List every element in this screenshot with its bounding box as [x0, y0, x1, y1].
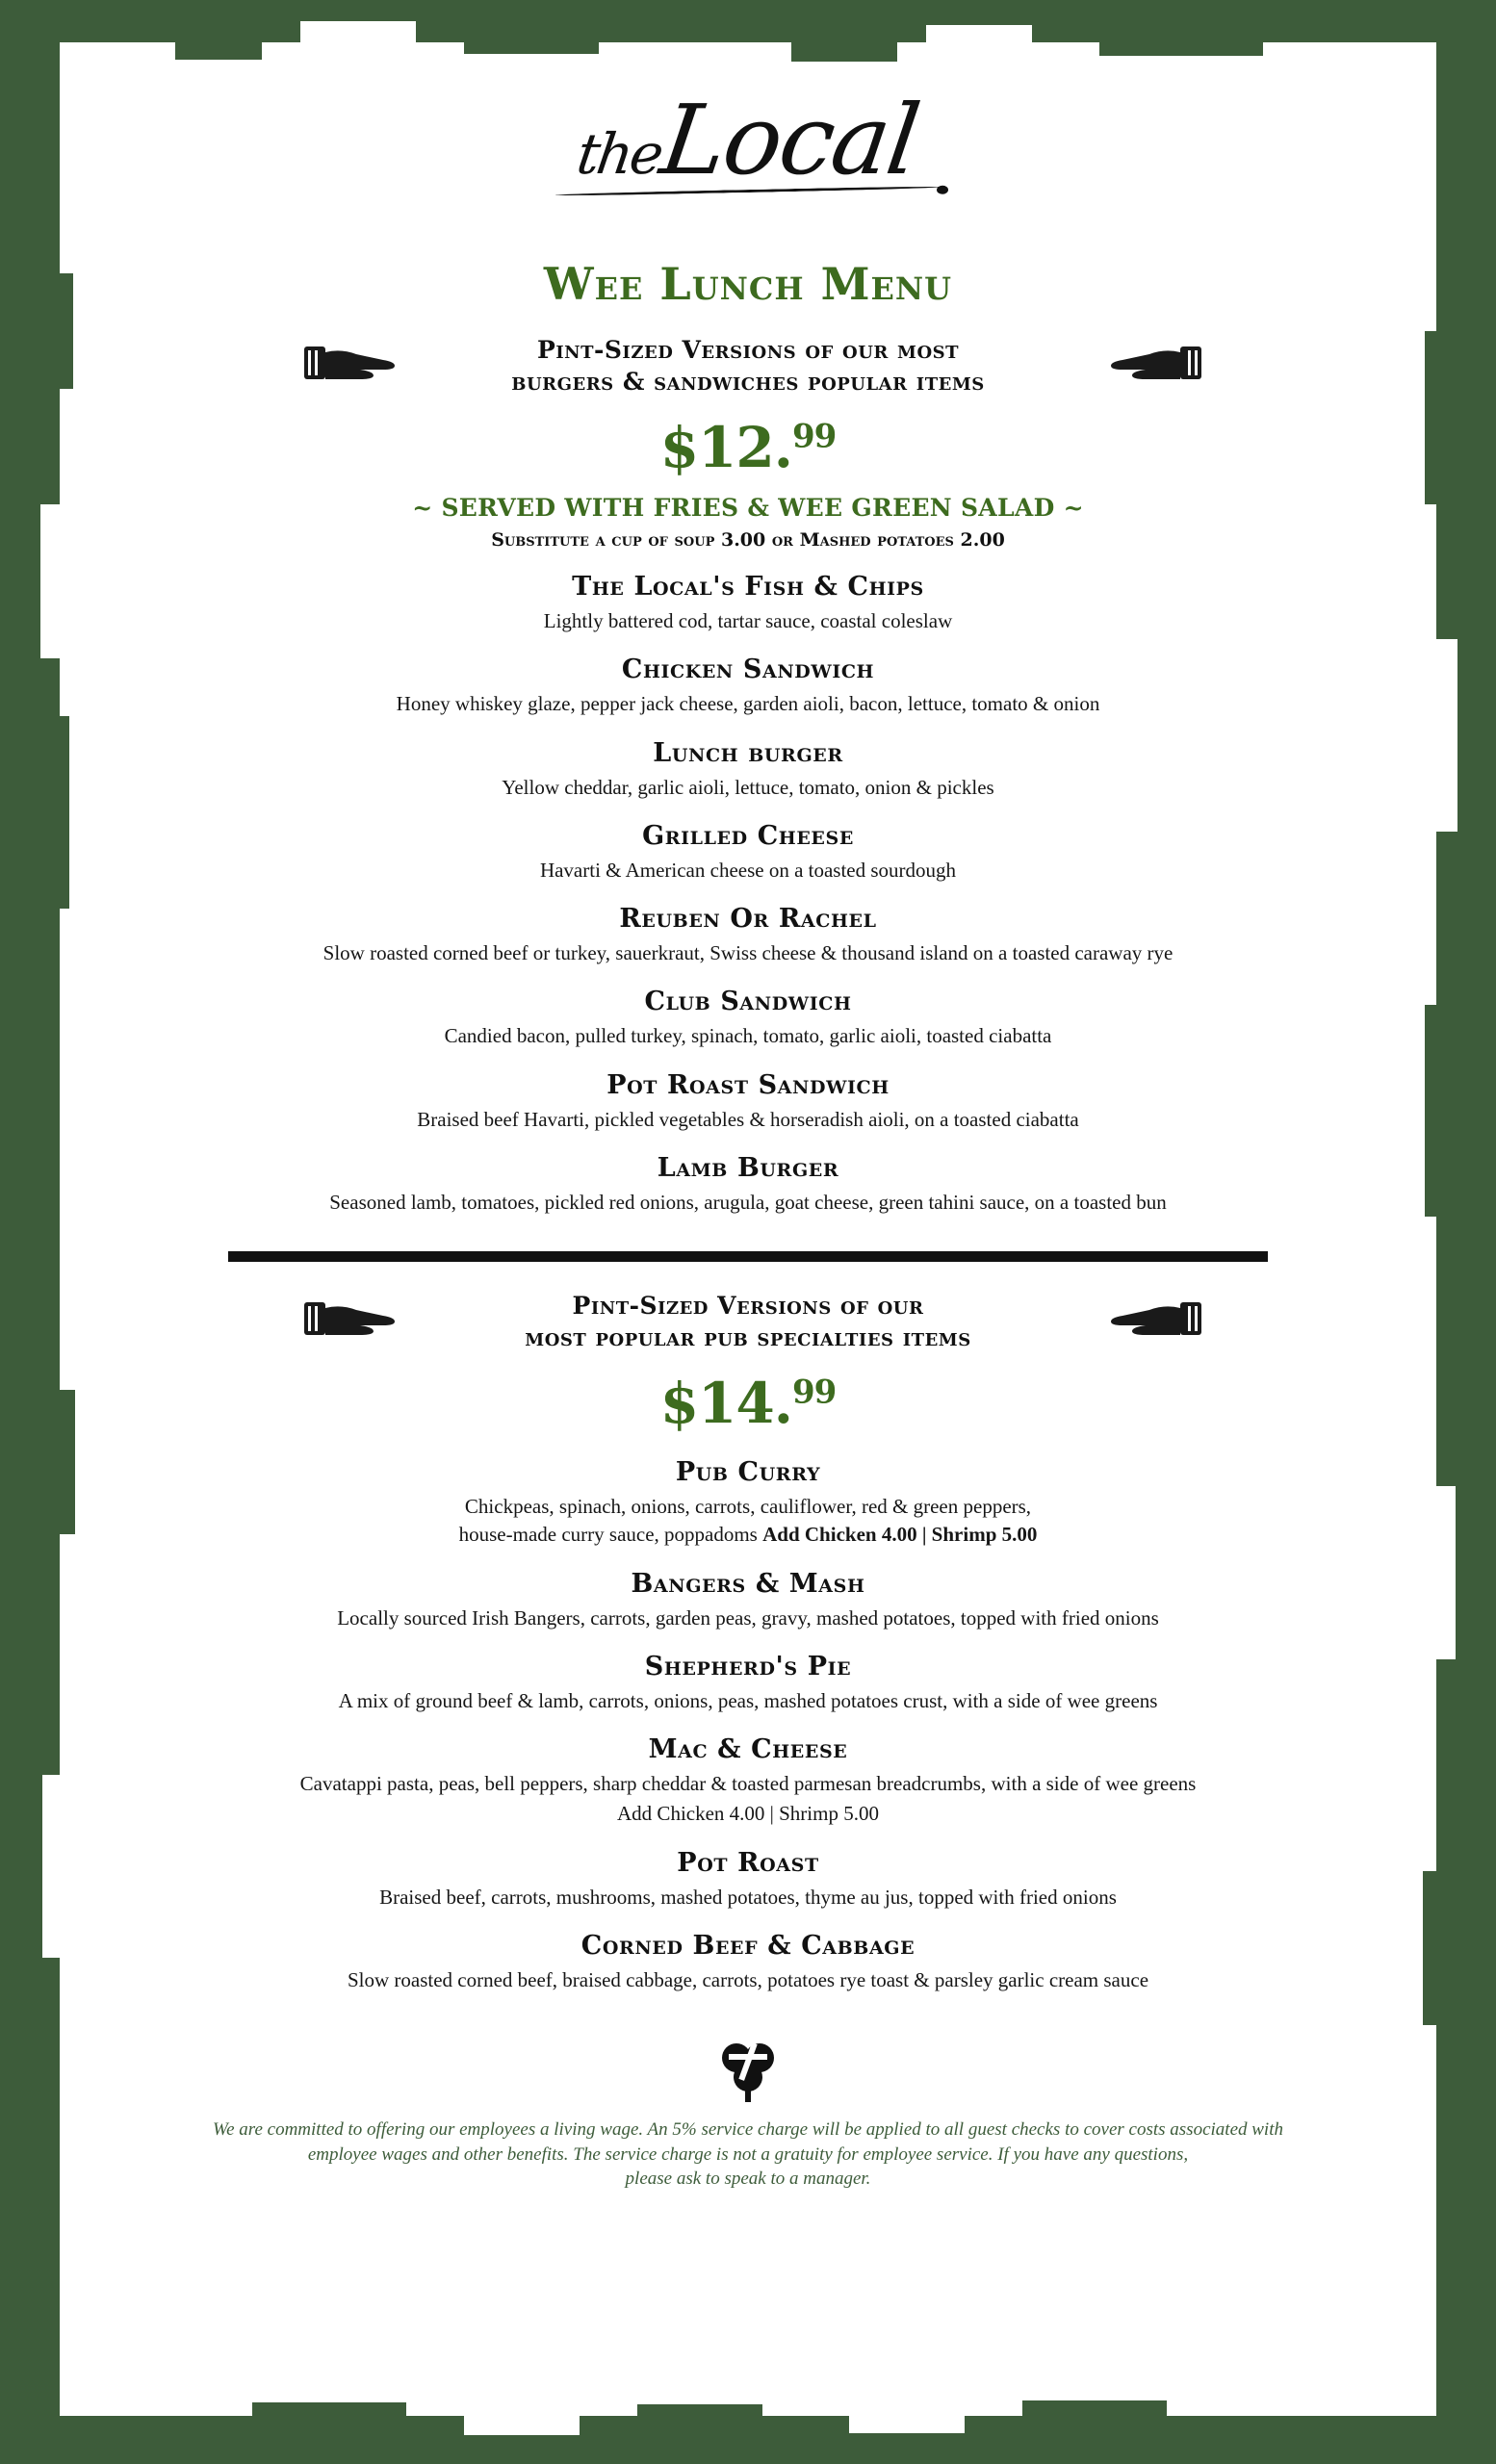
- menu-item-addon: Add Chicken 4.00 | Shrimp 5.00: [762, 1523, 1038, 1547]
- shamrock-icon: [709, 2037, 787, 2106]
- section-two-header: [60, 1291, 1436, 1353]
- menu-item-desc-line1: A mix of ground beef & lamb, carrots, onions, peas, mashed potatoes crust, with a side of wee greens: [338, 1688, 1158, 1712]
- menu-item-desc-line1: Slow roasted corned beef, braised cabbage, carrots, potatoes rye toast & parsley garlic cream sauce: [347, 1967, 1149, 1991]
- menu-item: [60, 904, 1436, 965]
- menu-item-addon: Add Chicken 4.00 | Shrimp 5.00: [617, 1802, 879, 1826]
- menu-item-desc-line1: Chickpeas, spinach, onions, carrots, cauliflower, red & green peppers,: [464, 1495, 1032, 1518]
- section-one-subhead-line1: Pint-Sized Versions of our most: [536, 336, 960, 364]
- page-title: Wee Lunch Menu: [543, 258, 953, 310]
- menu-item-desc: Honey whiskey glaze, pepper jack cheese, garden aioli, bacon, lettuce, tomato & onion: [396, 692, 1100, 716]
- menu-item-desc: Seasoned lamb, tomatoes, pickled red onions, arugula, goat cheese, green tahini sauce, on a toasted bun: [329, 1190, 1167, 1214]
- menu-item-desc-line2-text: house-made curry sauce, poppadoms: [458, 1523, 758, 1547]
- menu-item-name: Club Sandwich: [644, 987, 852, 1017]
- section-two-subhead: [440, 1291, 1056, 1353]
- section-one-served-with: ~ SERVED WITH FRIES & WEE GREEN SALAD ~: [412, 494, 1084, 522]
- section-two-price: [60, 1371, 1436, 1436]
- restaurant-logo: [60, 42, 1436, 246]
- menu-item-desc: Slow roasted corned beef or turkey, sauerkraut, Swiss cheese & thousand island on a toasted caraway rye: [322, 941, 1174, 964]
- menu-item-name: Bangers & Mash: [631, 1568, 865, 1599]
- logo-script-text: [573, 84, 925, 196]
- menu-item-desc: Braised beef Havarti, pickled vegetables & horseradish aioli, on a toasted ciabatta: [417, 1107, 1079, 1131]
- menu-item-name: Grilled Cheese: [642, 820, 854, 851]
- menu-item: [60, 821, 1436, 883]
- menu-item-desc: Havarti & American cheese on a toasted sourdough: [539, 858, 957, 882]
- menu-content: [60, 42, 1436, 2416]
- section-one-price-dollars: $12.: [659, 415, 792, 480]
- menu-item: [60, 1070, 1436, 1132]
- menu-item-name: The Local's Fish & Chips: [572, 572, 924, 602]
- service-charge-note-line1: We are committed to offering our employees a living wage. An 5% service charge will be applied to all guest checks to cover costs associated with: [213, 2119, 1283, 2140]
- section-two-subhead-line2: most popular pub specialties items: [525, 1322, 971, 1351]
- menu-item-name: Mac & Cheese: [648, 1734, 848, 1764]
- section-one-header: [60, 335, 1436, 398]
- section-divider: [228, 1251, 1268, 1262]
- menu-item: [60, 572, 1436, 633]
- service-charge-note-line3: please ask to speak to a manager.: [625, 2169, 871, 2190]
- menu-item: [60, 1734, 1436, 1827]
- menu-item-desc-line1: Locally sourced Irish Bangers, carrots, garden peas, gravy, mashed potatoes, topped with fried onions: [337, 1605, 1159, 1630]
- menu-item-name: Pot Roast: [677, 1847, 819, 1878]
- menu-item-desc-line1: Cavatappi pasta, peas, bell peppers, sharp cheddar & toasted parmesan breadcrumbs, with a side of wee greens: [299, 1772, 1197, 1795]
- logo-local: Local: [654, 84, 925, 196]
- menu-item-name: Lamb Burger: [657, 1152, 839, 1183]
- pointing-hand-right-icon: [300, 1295, 406, 1345]
- menu-item-desc-line1: Braised beef, carrots, mushrooms, mashed potatoes, thyme au jus, topped with fried onions: [379, 1885, 1117, 1909]
- menu-item-name: Reuben Or Rachel: [619, 904, 877, 934]
- menu-item: [60, 1652, 1436, 1713]
- menu-item: [60, 738, 1436, 800]
- footer-emblem: [60, 2037, 1436, 2104]
- menu-item-desc: Yellow cheddar, garlic aioli, lettuce, tomato, onion & pickles: [502, 775, 994, 799]
- section-one-items: [60, 572, 1436, 1215]
- section-one-price: [60, 415, 1436, 480]
- menu-item: [60, 1931, 1436, 1992]
- menu-item-name: Lunch burger: [653, 737, 843, 768]
- section-two-items: [60, 1457, 1436, 1992]
- menu-item: [60, 1457, 1436, 1548]
- menu-item-desc: Candied bacon, pulled turkey, spinach, tomato, garlic aioli, toasted ciabatta: [444, 1024, 1052, 1048]
- menu-item-desc-line2: [60, 1522, 1436, 1547]
- section-two-subhead-line1: Pint-Sized Versions of our: [572, 1292, 924, 1320]
- menu-item-name: Chicken Sandwich: [621, 654, 875, 685]
- pointing-hand-left-icon: [1090, 1295, 1196, 1345]
- menu-item: [60, 1153, 1436, 1215]
- menu-item-name: Shepherd's Pie: [644, 1651, 852, 1681]
- section-two-price-cents: 99: [791, 1373, 837, 1412]
- logo-the: the: [573, 121, 665, 187]
- menu-item-name: Corned Beef & Cabbage: [580, 1930, 916, 1961]
- menu-item-name: Pot Roast Sandwich: [606, 1069, 890, 1100]
- section-one-subhead-line2: burgers & sandwiches popular items: [511, 367, 985, 396]
- service-charge-note: [142, 2118, 1354, 2192]
- section-one-subhead: [440, 335, 1056, 398]
- section-one-price-cents: 99: [791, 417, 837, 456]
- pointing-hand-left-icon: [1090, 339, 1196, 389]
- menu-item: [60, 1848, 1436, 1910]
- service-charge-note-line2: employee wages and other benefits. The service charge is not a gratuity for employee service. If you have any questions,: [307, 2143, 1189, 2165]
- menu-item: [60, 1569, 1436, 1630]
- section-one-substitute-note: Substitute a cup of soup 3.00 or Mashed potatoes 2.00: [491, 529, 1005, 551]
- menu-item: [60, 987, 1436, 1048]
- menu-item-desc: Lightly battered cod, tartar sauce, coastal coleslaw: [543, 609, 953, 632]
- pointing-hand-right-icon: [300, 339, 406, 389]
- section-two-price-dollars: $14.: [659, 1371, 792, 1436]
- menu-item: [60, 654, 1436, 716]
- menu-paper: [60, 42, 1436, 2416]
- menu-item-name: Pub Curry: [675, 1457, 821, 1487]
